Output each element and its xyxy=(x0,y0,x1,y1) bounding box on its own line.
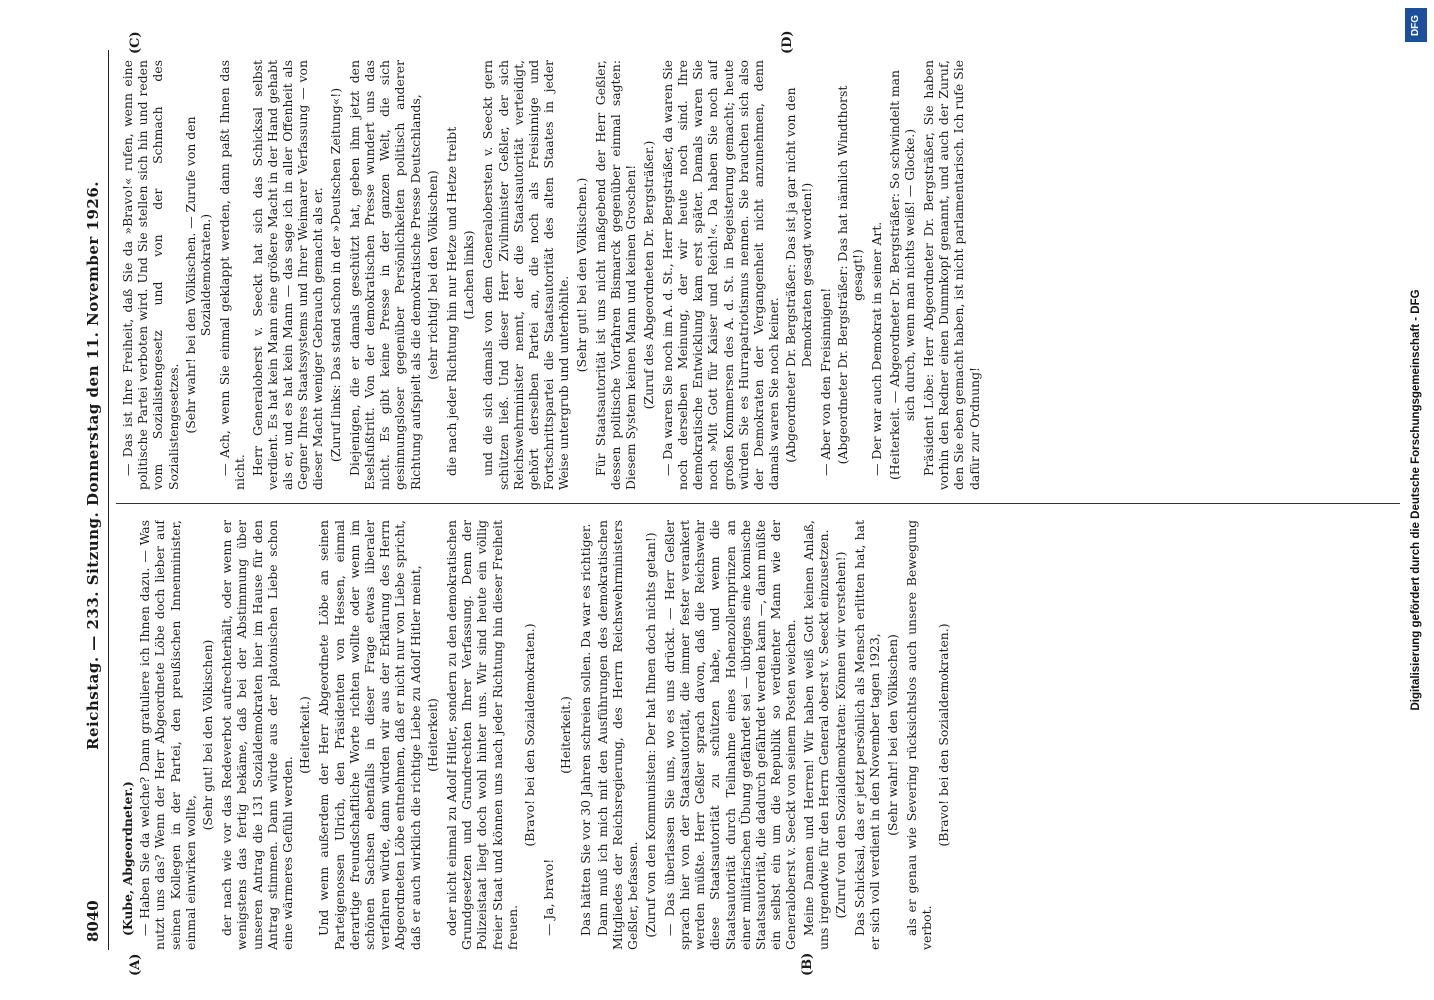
margin-marker-d: (D) xyxy=(780,30,795,54)
paragraph: Meine Damen und Herren! Wir haben weiß Gott keinen Anlaß, uns irgendwie für den Herrn General oberst v. Seeckt einzusetzen. xyxy=(800,520,831,950)
interjection: (Abgeordneter Dr. Bergsträßer: Das ist ja gar nicht von den Demokraten gesagt worden!) xyxy=(783,87,814,463)
paragraph: Diejenigen, die er damals geschützt hat, geben ihm jetzt den Eselsfußtritt. Von der demokratischen Presse wundert uns das nicht. Es gibt keine Presse in der ganzen Welt, die sich gesinnungsloser gegenüber Persönlichkeiten politisch anderer Richtung aufspielt als die demokratische Presse Deutschlands, xyxy=(346,60,423,490)
paragraph: Das Schicksal, das er jetzt persönlich als Mensch erlitten hat, hat er sich voll verdient in den November tagen 1923, xyxy=(852,520,883,950)
paragraph: die nach jeder Richtung hin nur Hetze und Hetze treibt xyxy=(444,126,460,476)
page-number: 8040 xyxy=(84,900,102,942)
interjection: (Sehr gut! bei den Völkischen) xyxy=(200,639,216,831)
paragraph: — Ach, wenn Sie einmal geklappt werden, dann paßt Ihnen das nicht. xyxy=(217,60,248,490)
paragraph: als er genau wie Severing rücksichtslos auch unsere Bewegung verbot. xyxy=(903,520,934,950)
interjection: (Sehr wahr! bei den Völkischen. — Zurufe von den Sozialdemokraten.) xyxy=(182,116,214,434)
right-column xyxy=(120,60,1410,490)
interjection: (Zuruf links: Das stand schon in der »Deutschen Zeitung«!) xyxy=(327,87,343,463)
paragraph: oder nicht einmal zu Adolf Hitler, sondern zu den demokratischen Grundgesetzen und Grundrechten Ihrer Verfassung. Denn der Polizeistaat liegt doch wohl hinter uns. Wir sind heute ein völlig freier Staat und können uns nach jeder Richtung hin dieser Freiheit freuen. xyxy=(444,520,520,950)
column-divider xyxy=(116,503,1406,504)
paragraph: — Der war auch Demokrat in seiner Art. xyxy=(869,221,885,476)
paragraph: — Da waren Sie noch im A. d. St., Herr Bergsträßer, da waren Sie noch derselben Meinung, der wir heute noch sind. Ihre demokratische Entwicklung kam erst später. Damals waren Sie noch »Mit Gott für Kaiser und Reich!«. Da haben Sie noch auf großen Kommersen des A. d. St. in Begeisterung gemacht; heute würden Sie es Hurrapatriotismus nennen. Sie brauchen sich also der Demokraten der Vergangenheit nicht anzunehmen, denn damals waren Sie noch keiner. xyxy=(659,60,782,490)
interjection: (Sehr gut! bei den Völkischen.) xyxy=(573,177,589,373)
paragraph: Für Staatsautorität ist uns nicht maßgebend der Herr Geßler, dessen politische Vorfahren Bismarck gegenüber einmal sagten: Diesem System keinen Mann und keinen Groschen! xyxy=(592,60,639,490)
watermark-text: Digitalisierung gefördert durch die Deutsche Forschungsgemeinschaft - DFG xyxy=(1410,289,1422,711)
interjection: (Bravo! bei den Sozialdemokraten.) xyxy=(936,623,952,847)
paragraph: — Haben Sie da welche? Dann gratuliere ich Ihnen dazu. — Was nutzt uns das? Wenn der Herr Abgeordnete Löbe doch lieber auf seinen Kollegen in der Partei, den preußischen Innenminister, einmal einwirken wollte, xyxy=(137,520,198,950)
interjection: (Lachen links) xyxy=(461,230,477,320)
paragraph: Herr Generaloberst v. Seeckt hat sich das Schicksal selbst verdient. Es hat kein Mann eine größere Macht in der Hand gehabt als er, und es hat kein Mann — das sage ich in aller Offenheit als Gegner Ihres Staatssystems und Ihrer Weimarer Verfassung — von dieser Macht weniger Gebrauch gemacht als er. xyxy=(249,60,326,490)
paragraph: — Das überlassen Sie uns, wo es uns drückt. — Herr Geßler sprach hier von der Staatsautorität, die immer fester verankert werden müßte. Herr Geßler sprach davon, daß die Reichswehr diese Staatsautorität zu schützen habe, und wenn die Staatsautorität durch Teilnahme eines Hohenzollernprinzen an einer militärischen Übung gefährdet sei — übrigens eine komische Staatsautorität, die dadurch gefährdet werden kann —, dann müßte ein selbst ein um die Republik so verdienter Mann wie der Generaloberst v. Seeckt von seinem Posten weichen. xyxy=(661,520,799,950)
paragraph: Dann muß ich mich mit den Ausführungen des demokratischen Mitgliedes der Reichsregierung, des Herrn Reichswehrministers Geßler, befassen. xyxy=(594,520,641,950)
interjection: (sehr richtig! bei den Völkischen) xyxy=(424,170,440,380)
margin-marker-b: (B) xyxy=(800,952,815,976)
interjection: (Heiterkeit. — Abgeordneter Dr. Bergsträßer: So schwindelt man sich durch, wenn man nichts weiß! — Glocke.) xyxy=(886,69,917,481)
left-column xyxy=(120,520,1410,950)
paragraph: der nach wie vor das Redeverbot aufrechterhält, oder wenn er wenigstens das fertig bekäme, daß bei der Abstimmung über unseren Antrag die 131 Sozialdemokraten hier im Hause für den Antrag stimmen. Dann würde aus der platonischen Liebe schon eine wärmeres Gefühl werden. xyxy=(219,520,296,950)
paragraph: — Das ist Ihre Freiheit, daß Sie da »Bravo!« rufen, wenn eine politische Partei verboten wird. Und Sie stellen sich hin und reden vom Sozialistengesetz und von der Schmach des Sozialistengesetzes. xyxy=(120,60,181,490)
interjection: (Bravo! bei den Sozialdemokraten.) xyxy=(522,623,538,847)
running-header xyxy=(80,50,109,950)
paragraph: (Kube, Abgeordneter.) xyxy=(120,781,135,936)
interjection: (Zuruf des Abgeordneten Dr. Bergsträßer.) xyxy=(640,140,656,410)
paragraph: — Aber von den Freisinnigen! xyxy=(817,287,833,476)
interjection: (Abgeordneter Dr. Bergsträßer: Das hat nämlich Windthorst gesagt!) xyxy=(834,85,866,465)
rotated-document-page xyxy=(80,30,1420,976)
paragraph: — Ja, bravo! xyxy=(541,858,557,936)
margin-marker-c: (C) xyxy=(128,31,143,54)
interjection: (Sehr wahr! bei den Völkischen) xyxy=(884,634,900,836)
interjection: (Zuruf von den Kommunisten: Der hat Ihnen doch nichts getan!) xyxy=(642,532,658,938)
paragraph: und die sich damals von dem Generalobersten v. Seeckt gern schützen ließ. Und dieser Herr Zivilminister Geßler, der sich Reichswehrminister nennt, der die Staatsautorität verteidigt, gehört derselben Partei an, die noch als Freisinnige und Fortschrittspartei die Staatsautorität des alten Staates in jeder Weise untergrub und unterhöhlte. xyxy=(480,60,572,490)
paragraph: Präsident Löbe: Herr Abgeordneter Dr. Bergsträßer, Sie haben vorhin den Redner einen Dummkopf genannt, und auch der Zuruf, den Sie eben gemacht haben, ist nicht parlamentarisch. Ich rufe Sie dafür zur Ordnung! xyxy=(920,60,982,490)
running-title: Reichstag. — 233. Sitzung. Donnerstag den 11. November 1926. xyxy=(84,181,102,750)
interjection: (Heiterkeit.) xyxy=(297,696,313,774)
paragraph: Das hätten Sie vor 30 Jahren schreien sollen. Da war es richtiger. xyxy=(577,523,593,936)
paragraph: Und wenn außerdem der Herr Abgeordnete Löbe an seinen Parteigenossen Ulrich, den Präsidenten von Hessen, einmal derartige freundschaftliche Worte richten wollte oder wenn im schönen Sachsen ebenfalls in dieser Frage etwas liberaler verfahren würde, dann würden wir aus der Erklärung des Herrn Abgeordneten Löbe entnehmen, daß er nicht nur von Liebe spricht, daß er auch wirklich die richtige Liebe zu Adolf Hitler meint, xyxy=(316,520,423,950)
digitization-watermark xyxy=(1400,0,1432,1000)
interjection: (Heiterkeit.) xyxy=(558,696,574,774)
interjection: (Zuruf von den Sozialdemokraten: Können wir verstehen!) xyxy=(832,551,848,919)
margin-marker-a: (A) xyxy=(128,953,143,976)
interjection: (Heiterkeit) xyxy=(424,698,440,772)
dfg-logo-icon: DFG xyxy=(1405,8,1427,42)
